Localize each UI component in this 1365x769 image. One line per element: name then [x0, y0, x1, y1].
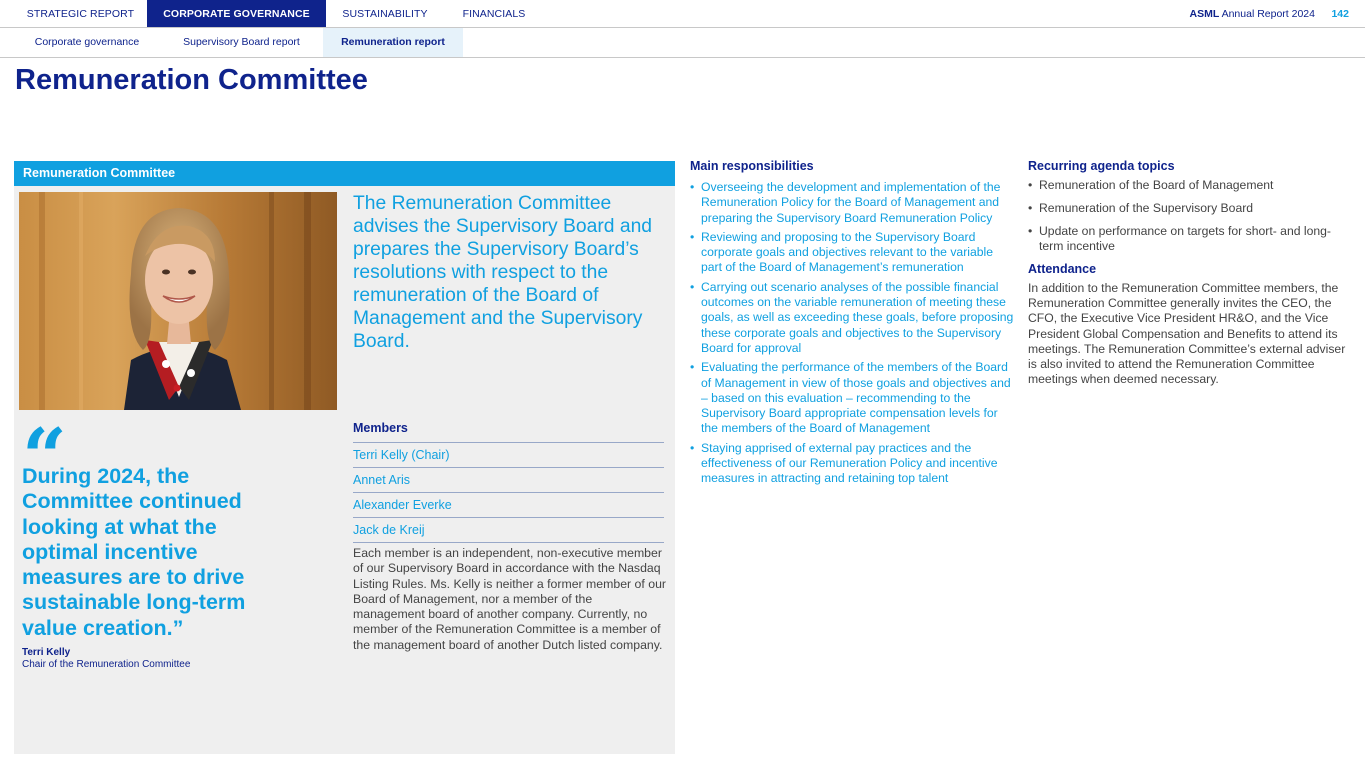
tab-strategic-report[interactable]: STRATEGIC REPORT: [26, 8, 135, 20]
panel-header: Remuneration Committee: [14, 161, 675, 186]
committee-panel: [14, 161, 675, 754]
members-title: Members: [353, 421, 408, 435]
subtab-remuneration-report[interactable]: Remuneration report: [323, 28, 463, 57]
chair-portrait-photo: [19, 192, 337, 410]
list-item: • Remuneration of the Board of Management: [1028, 178, 1351, 193]
committee-intro: The Remuneration Committee advises the Supervisory Board and prepares the Supervisory Board’s resolutions with respect to the remuneration of the Board of Management and the Supervisory Board.: [353, 193, 653, 352]
agenda-list: [1028, 178, 1351, 254]
list-item: • Remuneration of the Supervisory Board: [1028, 201, 1351, 216]
list-item: • Evaluating the performance of the members of the Board of Management in view of those goals and objectives and – based on this evaluation – recommending to the Supervisory Board appropriate compensation levels for the members of the Board of Management: [690, 360, 1015, 436]
members-list: [353, 442, 664, 543]
responsibilities-section: [690, 159, 1015, 491]
subtab-corporate-governance[interactable]: Corporate governance: [34, 36, 140, 48]
tab-financials[interactable]: FINANCIALS: [462, 8, 526, 20]
responsibilities-title: Main responsibilities: [690, 159, 814, 173]
members-independence-note: Each member is an independent, non-executive member of our Supervisory Board in accordance with the Nasdaq Listing Rules. Ms. Kelly is neither a former member of our Board of Management, nor a member of the management board of another company. Currently, no member of the Remuneration Committee is a member of the management board of another Dutch listed company.: [353, 546, 667, 652]
member-item: Jack de Kreij: [353, 518, 664, 543]
list-item: • Update on performance on targets for short- and long-term incentive: [1028, 224, 1351, 255]
page-title: Remuneration Committee: [15, 64, 368, 96]
tab-sustainability[interactable]: SUSTAINABILITY: [342, 8, 428, 20]
member-item: Terri Kelly (Chair): [353, 443, 664, 468]
list-item: • Staying apprised of external pay practices and the effectiveness of our Remuneration Policy and incentive measures in attracting and retaining top talent: [690, 441, 1015, 487]
member-item: Alexander Everke: [353, 493, 664, 518]
attendance-text: In addition to the Remuneration Committee members, the Remuneration Committee generally invites the CEO, the CFO, the Executive Vice President HR&O, and the Vice President Global Compensation and Benefits to attend its meetings. The Remuneration Committee’s external adviser is also invited to attend the Remuneration Committee meetings when deemed necessary.: [1028, 280, 1346, 387]
member-item: Annet Aris: [353, 468, 664, 493]
chair-quote: During 2024, the Committee continued looking at what the optimal incentive measures are to drive sustainable long-term value creation.”: [22, 464, 246, 640]
quote-author-role: Chair of the Remuneration Committee: [22, 659, 191, 670]
tab-corporate-governance[interactable]: CORPORATE GOVERNANCE: [147, 0, 326, 27]
top-navigation: [0, 0, 1365, 28]
quote-author-name: Terri Kelly: [22, 647, 71, 658]
report-brand: [1190, 0, 1316, 28]
list-item: • Overseeing the development and implementation of the Remuneration Policy for the Board of Management and preparing the Supervisory Board Remuneration Policy: [690, 180, 1015, 226]
attendance-title: Attendance: [1028, 261, 1097, 276]
responsibilities-list: [690, 180, 1015, 487]
agenda-section: [1028, 159, 1351, 388]
page-number: 142: [1331, 8, 1349, 20]
brand-name: ASML: [1189, 8, 1220, 20]
quote-mark-icon: “: [22, 412, 67, 503]
agenda-title: Recurring agenda topics: [1028, 159, 1175, 173]
brand-report-title: Annual Report 2024: [1219, 8, 1315, 20]
sub-navigation: [0, 28, 1365, 58]
list-item: • Reviewing and proposing to the Supervisory Board corporate goals and objectives relevant to the variable part of the Board of Management’s remuneration: [690, 230, 1015, 276]
subtab-supervisory-board-report[interactable]: Supervisory Board report: [183, 36, 300, 48]
list-item: • Carrying out scenario analyses of the possible financial outcomes on the variable remuneration of meeting these goals, as well as exceeding these goals, before proposing these corporate goals and objectives to the Supervisory Board for approval: [690, 280, 1015, 356]
